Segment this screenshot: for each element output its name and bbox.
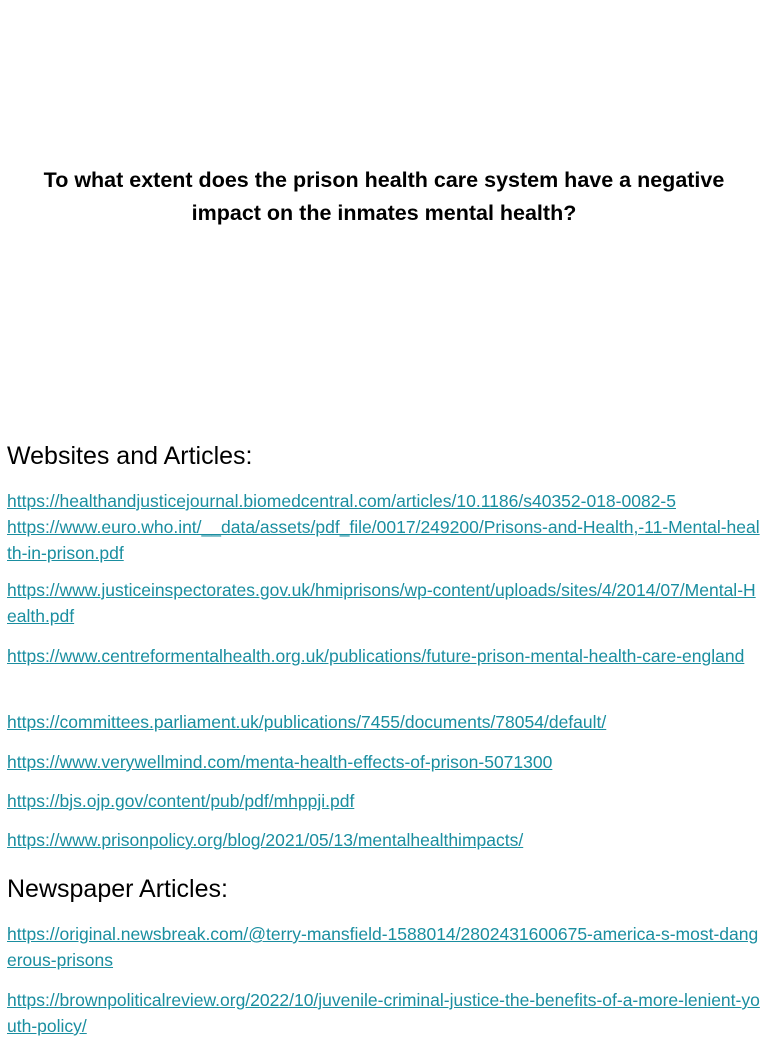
- website-link[interactable]: https://healthandjusticejournal.biomedcentral.com/articles/10.1186/s40352-018-0082-5: [7, 491, 676, 511]
- website-link[interactable]: https://www.euro.who.int/__data/assets/pdf_file/0017/249200/Prisons-and-Health,-11-Mental-health-in-prison.pdf: [7, 517, 760, 563]
- newspaper-heading: Newspaper Articles:: [7, 875, 228, 903]
- document-title: To what extent does the prison health care system have a negative impact on the inmates mental health?: [43, 168, 725, 225]
- newspaper-link[interactable]: https://brownpoliticalreview.org/2022/10/juvenile-criminal-justice-the-benefits-of-a-more-lenient-youth-policy/: [7, 990, 760, 1036]
- website-link[interactable]: https://committees.parliament.uk/publications/7455/documents/78054/default/: [7, 712, 607, 732]
- website-link[interactable]: https://bjs.ojp.gov/content/pub/pdf/mhppji.pdf: [7, 791, 355, 811]
- website-link[interactable]: https://www.centreformentalhealth.org.uk/publications/future-prison-mental-health-care-england: [7, 646, 745, 666]
- website-link[interactable]: https://www.prisonpolicy.org/blog/2021/05/13/mentalhealthimpacts/: [7, 830, 524, 850]
- website-link[interactable]: https://www.verywellmind.com/menta-health-effects-of-prison-5071300: [7, 752, 553, 772]
- websites-heading: Websites and Articles:: [7, 442, 253, 470]
- newspaper-link[interactable]: https://original.newsbreak.com/@terry-mansfield-1588014/2802431600675-america-s-most-dangerous-prisons: [7, 924, 759, 970]
- website-link[interactable]: https://www.justiceinspectorates.gov.uk/hmiprisons/wp-content/uploads/sites/4/2014/07/Mental-Health.pdf: [7, 580, 756, 626]
